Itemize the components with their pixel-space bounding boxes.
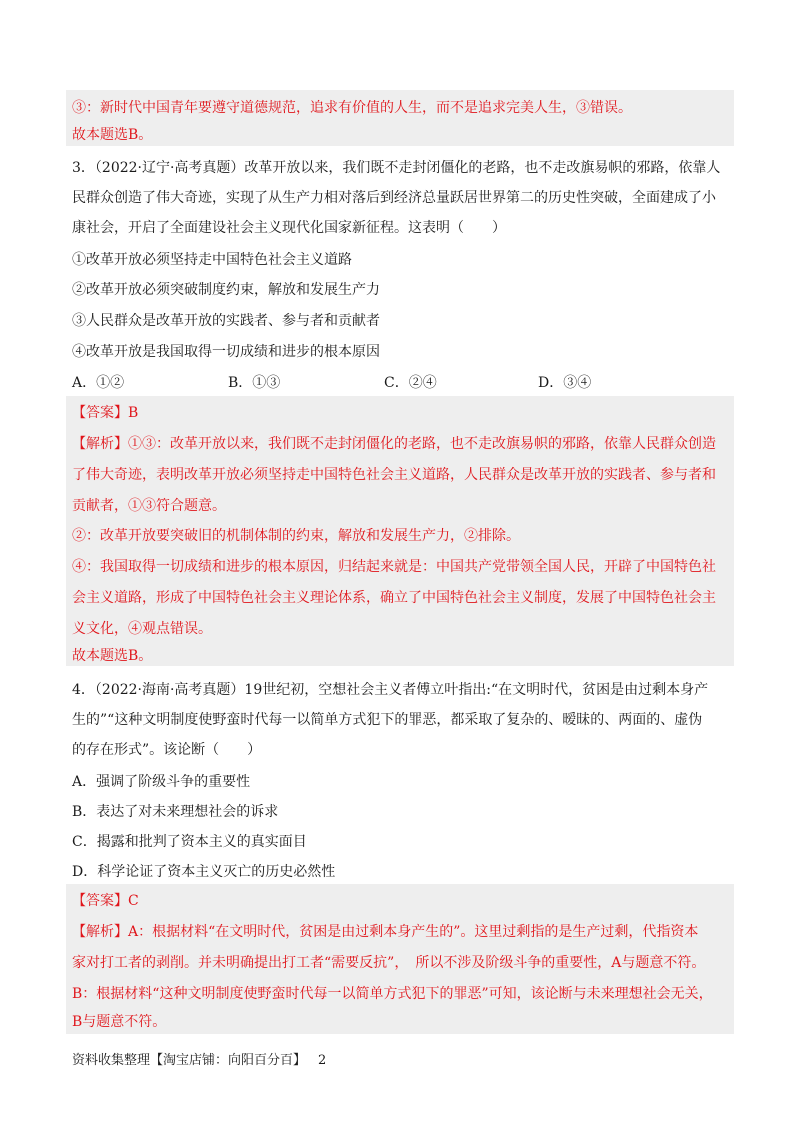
footer-text: 资料收集整理【淘宝店铺：向阳百分百】 xyxy=(72,1053,307,1068)
analysis-q4-line-1: 【解析】A：根据材料“在文明时代，贫困是由过剩本身产生的”。这里过剩指的是生产过剩，代指资本 xyxy=(72,924,699,940)
analysis-q3-line-6: 会主义道路，形成了中国特色社会主义理论体系，确立了中国特色社会主义制度，发展了中国特色社会主 xyxy=(72,590,716,606)
analysis-conclusion: 故本题选B。 xyxy=(72,127,153,143)
question-4-line-2: 生的”“这种文明制度使野蛮时代每一以简单方式犯下的罪恶，都采取了复杂的、暧昧的、两面的、虚伪 xyxy=(72,712,703,728)
question-4-line-1: 4．（2022·海南·高考真题）19世纪初，空想社会主义者傅立叶指出:“在文明时代，贫困是由过剩本身产 xyxy=(72,682,709,698)
answer-q3: 【答案】B xyxy=(72,405,139,421)
option-d: D．科学论证了资本主义灭亡的历史必然性 xyxy=(72,864,336,880)
option-b: B．①③ xyxy=(228,375,281,391)
question-4-line-3: 的存在形式”。该论断（ ） xyxy=(72,742,262,758)
analysis-q3-line-4: ②：改革开放要突破旧的机制体制的约束，解放和发展生产力，②排除。 xyxy=(72,528,520,544)
option-c: C．②④ xyxy=(384,375,437,391)
page-footer xyxy=(72,1052,326,1070)
question-3-line-3: 康社会，开启了全面建设社会主义现代化国家新征程。这表明（ ） xyxy=(72,220,506,236)
analysis-q3-line-3: 贡献者，①③符合题意。 xyxy=(72,498,226,514)
analysis-q3-line-5: ④：我国取得一切成绩和进步的根本原因，归结起来就是：中国共产党带领全国人民，开辟了中国特色社 xyxy=(72,559,716,575)
question-3-item-2: ②改革开放必须突破制度约束，解放和发展生产力 xyxy=(72,282,380,298)
option-a: A．①② xyxy=(72,375,125,391)
page-number: 2 xyxy=(318,1053,327,1068)
analysis-q3-line-7: 义文化，④观点错误。 xyxy=(72,621,212,637)
question-3-item-1: ①改革开放必须坚持走中国特色社会主义道路 xyxy=(72,252,352,268)
question-3-item-4: ④改革开放是我国取得一切成绩和进步的根本原因 xyxy=(72,344,380,360)
question-3-line-1: 3．（2022·辽宁·高考真题）改革开放以来，我们既不走封闭僵化的老路，也不走改旗易帜的邪路，依靠人 xyxy=(72,160,721,176)
analysis-q4-line-2: 家对打工者的剥削。并未明确提出打工者“需要反抗”， 所以不涉及阶级斗争的重要性，A与题意不符。 xyxy=(72,955,706,971)
option-b: B．表达了对未来理想社会的诉求 xyxy=(72,804,279,820)
option-d: D．③④ xyxy=(538,375,592,391)
analysis-q4-line-3: B：根据材料“这种文明制度使野蛮时代每一以简单方式犯下的罪恶”可知，该论断与未来理想社会无关， xyxy=(72,986,713,1002)
analysis-q4-line-4: B与题意不符。 xyxy=(72,1014,167,1030)
question-3-line-2: 民群众创造了伟大奇迹，实现了从生产力相对落后到经济总量跃居世界第二的历史性突破，全面建成了小 xyxy=(72,190,716,206)
option-c: C．揭露和批判了资本主义的真实面目 xyxy=(72,834,307,850)
analysis-q3-conclusion: 故本题选B。 xyxy=(72,648,153,664)
analysis-line: ③：新时代中国青年要遵守道德规范，追求有价值的人生，而不是追求完美人生，③错误。 xyxy=(72,100,632,116)
analysis-q3-line-2: 了伟大奇迹，表明改革开放必须坚持走中国特色社会主义道路，人民群众是改革开放的实践者、参与者和 xyxy=(72,467,716,483)
option-a: A．强调了阶级斗争的重要性 xyxy=(72,774,251,790)
answer-q4: 【答案】C xyxy=(72,893,139,909)
analysis-q3-line-1: 【解析】①③：改革开放以来，我们既不走封闭僵化的老路，也不走改旗易帜的邪路，依靠人民群众创造 xyxy=(72,436,716,452)
question-3-item-3: ③人民群众是改革开放的实践者、参与者和贡献者 xyxy=(72,313,380,329)
